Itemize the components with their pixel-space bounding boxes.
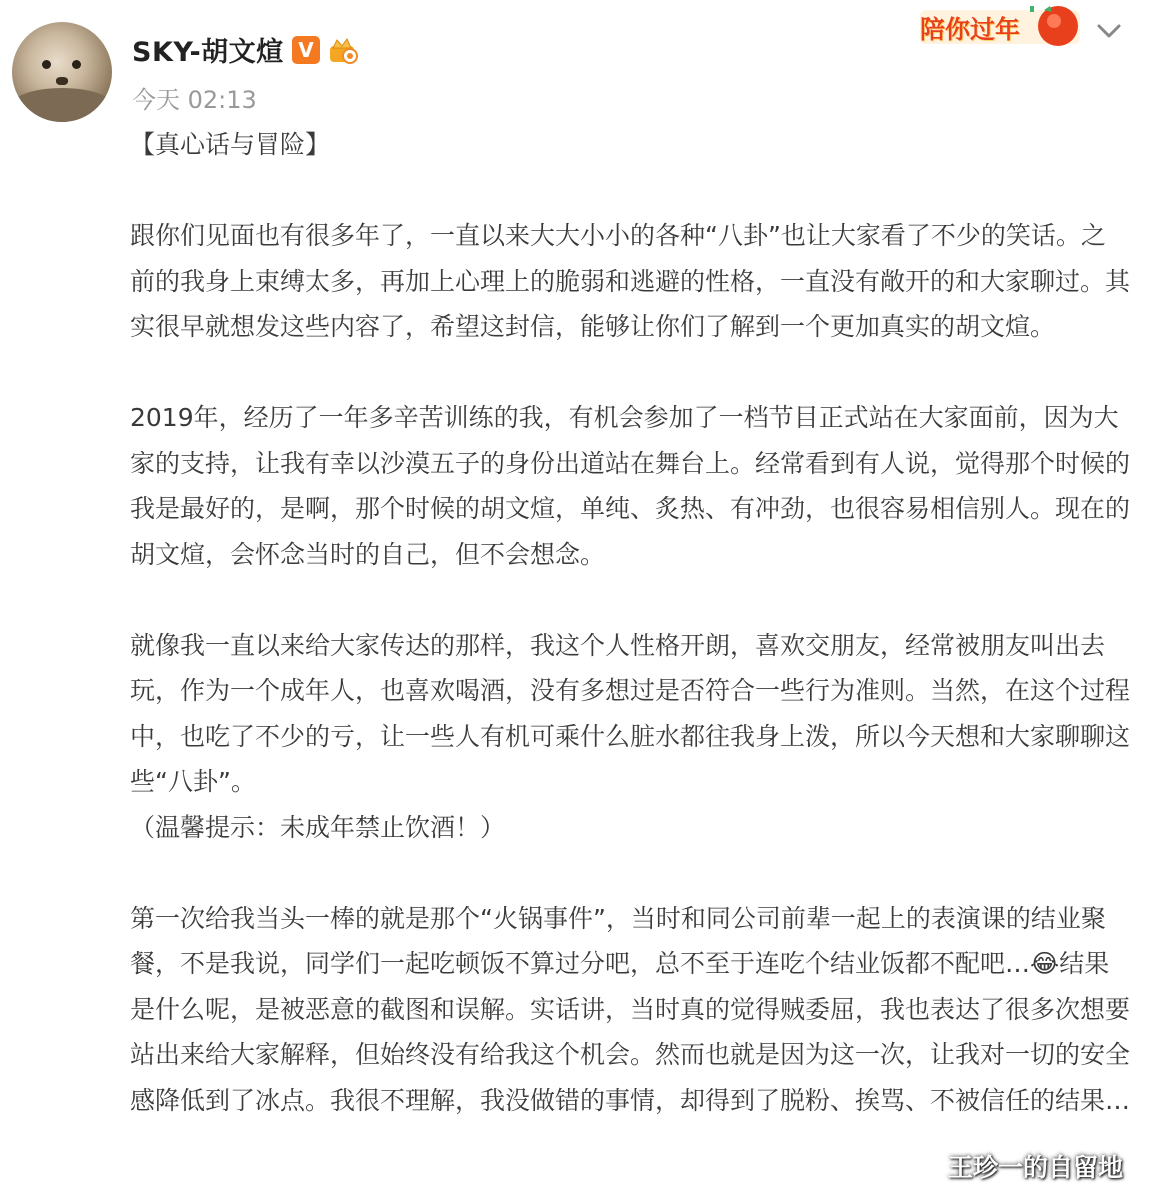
chevron-down-icon[interactable] — [1094, 16, 1124, 46]
post-paragraph: 跟你们见面也有很多年了，一直以来大大小小的各种“八卦”也让大家看了不少的笑话。之前的我身上束缚太多，再加上心理上的脆弱和逃避的性格，一直没有敞开的和大家聊过。其实很早就想发这些内容了，希望这封信，能够让你们了解到一个更加真实的胡文煊。 — [130, 221, 1131, 341]
avatar-fur — [12, 88, 112, 122]
post-title: 【真心话与冒险】 — [130, 130, 331, 159]
post-paragraph: 2019年，经历了一年多辛苦训练的我，有机会参加了一档节目正式站在大家面前，因为大家的支持，让我有幸以沙漠五子的身份出道站在舞台上。经常看到有人说，觉得那个时候的我是最好的，是啊，那个时候的胡文煊，单纯、炙热、有冲劲，也很容易相信别人。现在的胡文煊，会怀念当时的自己，但不会想念。 — [130, 403, 1131, 569]
username[interactable]: SKY-胡文煊 — [132, 37, 284, 68]
post-paragraph: 第一次给我当头一棒的就是那个“火锅事件”，当时和同公司前辈一起上的表演课的结业聚餐，不是我说，同学们一起吃顿饭不算过分吧，总不至于连吃个结业饭都不配吧…😂结果是什么呢，是被恶意的截图和误解。实话讲，当时真的觉得贼委屈，我也表达了很多次想要站出来给大家解释，但始终没有给我这个机会。然而也就是因为这一次，让我对一切的安全感降低到了冰点。我很不理解，我没做错的事情，却得到了脱粉、挨骂、不被信任的结果… — [130, 903, 1131, 1115]
post-timestamp: 今天 02:13 — [132, 86, 257, 114]
member-crown-icon — [328, 36, 360, 64]
verified-badge-icon: V — [292, 36, 320, 64]
avatar-eye — [72, 60, 81, 69]
post-body — [130, 122, 1130, 1123]
post-note: （温馨提示：未成年禁止饮酒！） — [130, 812, 506, 842]
festival-label: 陪你过年 — [920, 15, 1021, 44]
avatar-nose — [56, 77, 68, 85]
post-paragraph: 就像我一直以来给大家传达的那样，我这个人性格开朗，喜欢交朋友，经常被朋友叫出去玩，作为一个成年人，也喜欢喝酒，没有多想过是否符合一些行为准则。当然，在这个过程中，也吃了不少的亏，让一些人有机可乘什么脏水都往我身上泼，所以今天想和大家聊聊这些“八卦”。 — [130, 630, 1131, 796]
watermark: 王珍一的自留地 — [948, 1153, 1124, 1182]
avatar-eye — [42, 60, 51, 69]
avatar[interactable] — [12, 22, 112, 122]
